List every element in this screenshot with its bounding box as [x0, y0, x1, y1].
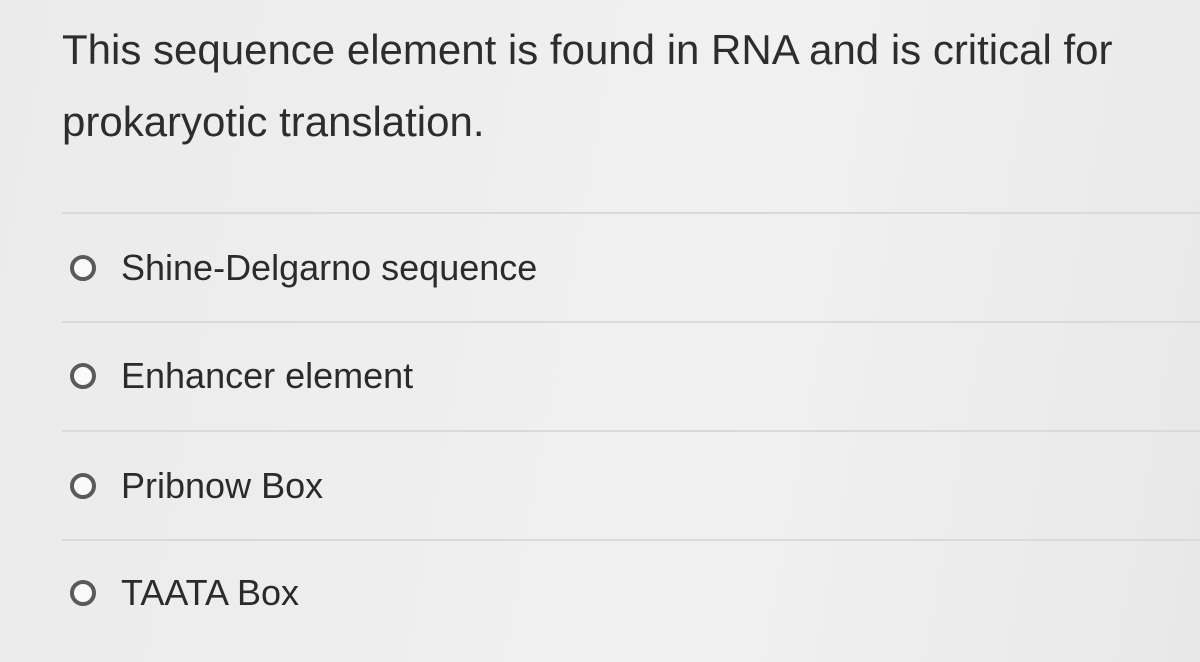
option-label: Pribnow Box	[121, 465, 324, 506]
answer-option-taata-box[interactable]	[70, 563, 299, 623]
divider	[62, 430, 1200, 432]
radio-button[interactable]	[70, 580, 96, 606]
answer-option-enhancer-element[interactable]	[70, 346, 413, 406]
radio-button[interactable]	[70, 363, 96, 389]
question-text: This sequence element is found in RNA and is critical for prokaryotic translation.	[62, 26, 1113, 145]
radio-button[interactable]	[70, 473, 96, 499]
divider	[62, 212, 1200, 214]
option-label: Shine-Delgarno sequence	[121, 247, 538, 288]
answer-option-shine-delgarno[interactable]	[70, 238, 537, 298]
divider	[62, 539, 1200, 541]
divider	[62, 321, 1200, 323]
option-label: TAATA Box	[121, 572, 300, 613]
option-label: Enhancer element	[121, 355, 414, 396]
radio-button[interactable]	[70, 255, 96, 281]
answer-option-pribnow-box[interactable]	[70, 456, 323, 516]
